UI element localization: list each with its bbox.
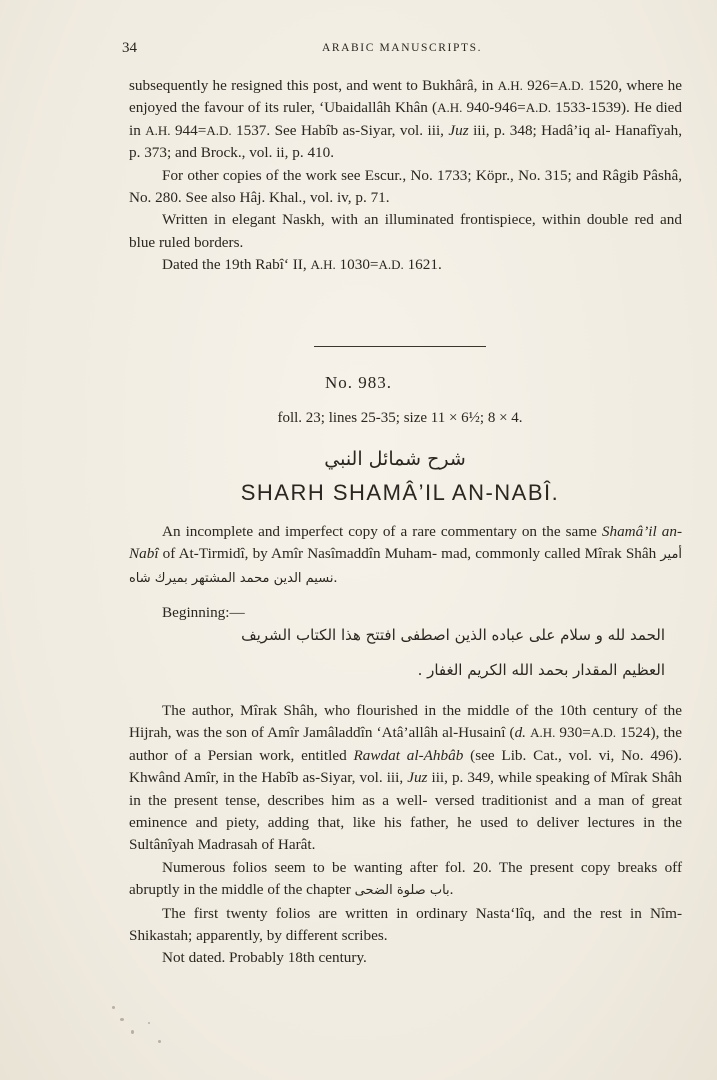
text-fragment: 930= <box>555 724 591 742</box>
text-fragment: work, entitled <box>259 746 354 764</box>
scan-speck <box>158 1040 161 1043</box>
text-fragment: Madrasah of Harât. <box>197 836 316 854</box>
text-fragment: ‘Atâ’allâh al-Husainî ( <box>376 724 515 742</box>
section-divider <box>314 346 486 347</box>
scan-speck <box>120 1018 124 1021</box>
description-paragraph: An incomplete and imperfect copy of a rare commentary on the same Shamâ’il an-Nabî of At-Tirmidî, by Amîr Nasîmaddîn Muham- mad, commonly called Mîrak Shâh أمير نسيم الدين محمد المشتهر بميرك شاه. Beginning:— <box>129 523 683 622</box>
italic-term: d. <box>514 724 526 742</box>
text-fragment: For other copies of the work see Escur., No. 1733; Köpr., <box>162 166 514 184</box>
era-abbrev: A.D. <box>378 257 404 273</box>
era-abbrev: A.H. <box>497 78 523 93</box>
text-fragment: Khân ( <box>394 99 438 117</box>
text-fragment: Written in elegant Naskh, with an illuminated frontispiece, <box>162 211 536 229</box>
text-fragment: 1520, where he enjoyed the favour of its ruler, ‘Ubaidallâh <box>129 77 682 117</box>
text-fragment: mad, commonly called Mîrak Shâh <box>441 545 657 563</box>
era-abbrev: A.H. <box>145 122 171 138</box>
era-abbrev: A.D. <box>558 78 584 93</box>
arabic-title: شرح شمائل النبي <box>324 448 466 470</box>
text-fragment: iii, p. 348; Hadâ’iq al- <box>468 121 611 139</box>
text-fragment: (see Lib. Cat., vol. vi, No. 496). <box>463 746 683 764</box>
italic-title: Rawdat al-Ahbâb <box>353 746 464 764</box>
era-abbrev: A.H. <box>437 100 463 116</box>
italic-term: Juz <box>448 121 469 139</box>
text-fragment: speaking of Mîrak Shâh in the present tense, describes him as a well- <box>129 769 682 809</box>
italic-term: Juz <box>407 769 428 787</box>
text-fragment: 1621. <box>403 256 442 274</box>
scan-speck <box>148 1022 150 1024</box>
incipit-line-1: الحمد لله و سلام على عباده الذين اصطفى افتتح هذا الكتاب الشريف <box>241 626 665 644</box>
not-dated-note: Not dated. Probably 18th century. <box>162 949 367 967</box>
text-fragment: Khwând Amîr, in the Habîb as-Siyar, vol. iii, <box>129 769 408 787</box>
text-fragment: p. 71. <box>355 189 390 207</box>
page-header <box>122 40 682 60</box>
text-line: subsequently he resigned this post, and went to Bukhârâ, in <box>129 77 494 94</box>
text-fragment: copy breaks off abruptly in the middle of the chapter <box>129 858 683 899</box>
era-abbrev: A.H. <box>530 725 556 741</box>
page-number: 34 <box>122 40 137 56</box>
era-abbrev: A.D. <box>206 122 232 138</box>
text-fragment: rest in Nîm-Shikastah; apparently, by different scribes. <box>129 904 683 945</box>
text-fragment: 1030= <box>335 256 379 274</box>
text-fragment: The author, Mîrak Shâh, who flourished in the middle of the <box>162 702 554 719</box>
continuation-paragraph <box>129 75 682 277</box>
collation: foll. 23; lines 25-35; size 11 × 6½; 8 × 4. <box>277 410 523 426</box>
text-fragment: Hanafîyah, p. 373; and Brock., vol. ii, p. 410. <box>129 121 682 162</box>
text-fragment: 926= <box>527 77 559 94</box>
incipit-line-2: العظيم المقدار بحمد الله الكريم الغفار . <box>417 661 665 679</box>
text-fragment: The first twenty folios are written in ordinary Nasta‘lîq, and the <box>162 904 592 922</box>
text-fragment: Dated the 19th Rabî‘ II, <box>162 256 311 274</box>
text-fragment: 940-946= <box>462 99 526 117</box>
text-fragment: within double red and blue ruled borders. <box>129 211 682 251</box>
text-fragment: An incomplete and imperfect copy of a rare commentary on the <box>162 523 561 540</box>
text-fragment: 1537. See Habîb as-Siyar, vol. iii, <box>236 121 449 139</box>
running-head: ARABIC MANUSCRIPTS. <box>321 42 483 54</box>
beginning-label: Beginning:— <box>162 604 245 622</box>
era-abbrev: A.D. <box>525 100 551 116</box>
text-fragment: 1533-1539). He died in <box>129 99 682 139</box>
text-fragment: 10th century of the Hijrah, was the son of Amîr Jamâladdîn <box>129 702 682 742</box>
scan-speck <box>131 1030 134 1034</box>
text-fragment: that, like his father, he used to deliver lectures in the Sultânîyah <box>129 814 682 854</box>
text-fragment: of At-Tirmidî, by Amîr Nasîmaddîn Muham- <box>158 545 438 563</box>
text-fragment: 944= <box>170 121 207 139</box>
era-abbrev: A.H. <box>310 257 336 273</box>
arabic-inline-name: أمير نسيم الدين محمد المشتهر بميرك شاه <box>129 547 683 586</box>
scan-speck <box>112 1006 115 1009</box>
text-fragment: Numerous folios seem to be wanting after fol. 20. The present <box>162 858 574 876</box>
entry-number: No. 983. <box>324 373 393 392</box>
text-fragment: same <box>565 523 602 540</box>
text-fragment: versed traditionist and a man of great eminence and piety, adding <box>129 791 682 832</box>
text-fragment: iii, p. 349, while <box>427 769 532 787</box>
arabic-chapter-name: باب صلوة الضحى <box>354 883 450 899</box>
text-fragment: 1524), the author of a Persian <box>129 724 683 764</box>
entry-title: SHARH SHAMÂ’IL AN-NABÎ. <box>240 480 560 505</box>
text-fragment: . <box>449 881 454 899</box>
author-paragraph <box>129 700 682 970</box>
italic-title: Shamâ’il an-Nabî <box>129 523 683 563</box>
text-fragment: No. 315; and Râgib Pâshâ, No. 280. See also Hâj. Khal., vol. iv, <box>129 166 683 207</box>
era-abbrev: A.D. <box>590 725 617 741</box>
